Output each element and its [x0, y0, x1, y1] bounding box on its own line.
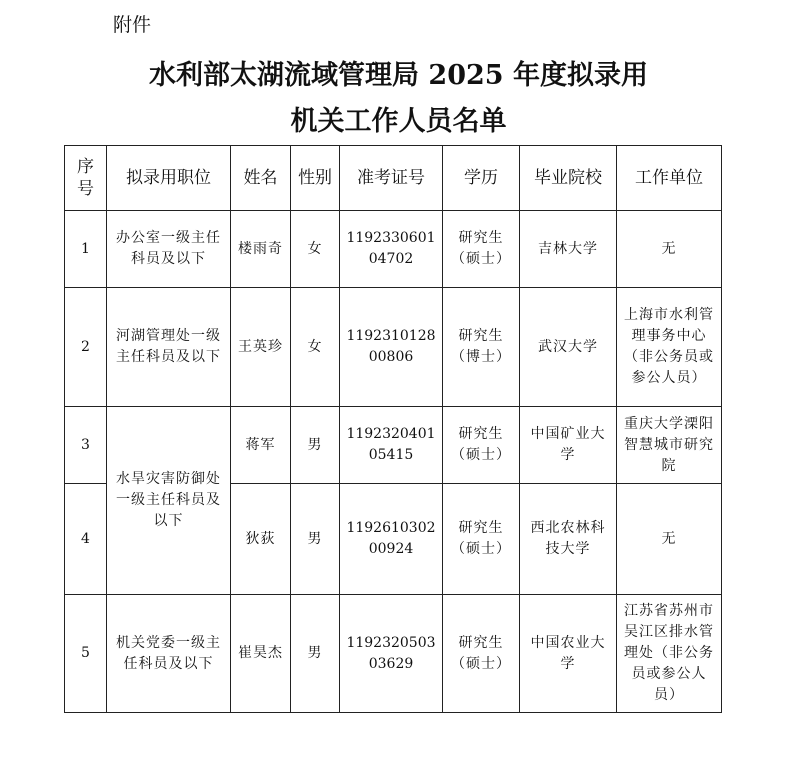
- header-exam-no: 准考证号: [340, 146, 443, 211]
- header-school: 毕业院校: [520, 146, 617, 211]
- cell-name: 狄荻: [231, 484, 291, 595]
- header-seq: 序号: [65, 146, 107, 211]
- cell-employer: 重庆大学溧阳智慧城市研究院: [617, 407, 722, 484]
- cell-name: 崔昊杰: [231, 595, 291, 713]
- cell-position: 机关党委一级主任科员及以下: [107, 595, 231, 713]
- header-gender: 性别: [291, 146, 340, 211]
- cell-gender: 女: [291, 211, 340, 288]
- cell-name: 蒋军: [231, 407, 291, 484]
- cell-position: 河湖管理处一级主任科员及以下: [107, 288, 231, 407]
- cell-gender: 男: [291, 595, 340, 713]
- table-row: [65, 595, 722, 713]
- cell-education: 研究生（硕士）: [443, 407, 520, 484]
- cell-school: 西北农林科技大学: [520, 484, 617, 595]
- cell-exam-no: 119232040105415: [340, 407, 443, 484]
- cell-education: 研究生（博士）: [443, 288, 520, 407]
- cell-employer: 上海市水利管理事务中心（非公务员或参公人员）: [617, 288, 722, 407]
- cell-gender: 男: [291, 484, 340, 595]
- table-header-row: [65, 146, 722, 211]
- attachment-label: 附件: [113, 14, 152, 36]
- cell-name: 楼雨奇: [231, 211, 291, 288]
- cell-seq: 2: [65, 288, 107, 407]
- cell-education: 研究生（硕士）: [443, 211, 520, 288]
- cell-seq: 1: [65, 211, 107, 288]
- cell-exam-no: 119232050303629: [340, 595, 443, 713]
- cell-seq: 3: [65, 407, 107, 484]
- cell-seq: 4: [65, 484, 107, 595]
- cell-school: 中国矿业大学: [520, 407, 617, 484]
- cell-education: 研究生（硕士）: [443, 484, 520, 595]
- candidate-roster-table: [64, 145, 722, 713]
- header-position: 拟录用职位: [107, 146, 231, 211]
- document-title-line-1: 水利部太湖流域管理局 2025 年度拟录用: [149, 60, 648, 91]
- cell-exam-no: 119261030200924: [340, 484, 443, 595]
- cell-exam-no: 119231012800806: [340, 288, 443, 407]
- table-row: [65, 211, 722, 288]
- cell-employer: 无: [617, 211, 722, 288]
- cell-school: 武汉大学: [520, 288, 617, 407]
- cell-position: 办公室一级主任科员及以下: [107, 211, 231, 288]
- header-employer: 工作单位: [617, 146, 722, 211]
- header-education: 学历: [443, 146, 520, 211]
- cell-employer: 江苏省苏州市吴江区排水管理处（非公务员或参公人员）: [617, 595, 722, 713]
- cell-school: 中国农业大学: [520, 595, 617, 713]
- cell-position-merged: 水旱灾害防御处一级主任科员及以下: [107, 407, 231, 595]
- cell-education: 研究生（硕士）: [443, 595, 520, 713]
- table-row: [65, 407, 722, 484]
- cell-name: 王英珍: [231, 288, 291, 407]
- cell-exam-no: 119233060104702: [340, 211, 443, 288]
- cell-gender: 女: [291, 288, 340, 407]
- cell-school: 吉林大学: [520, 211, 617, 288]
- cell-seq: 5: [65, 595, 107, 713]
- cell-employer: 无: [617, 484, 722, 595]
- header-name: 姓名: [231, 146, 291, 211]
- cell-gender: 男: [291, 407, 340, 484]
- table-row: [65, 288, 722, 407]
- document-title-line-2: 机关工作人员名单: [290, 106, 507, 137]
